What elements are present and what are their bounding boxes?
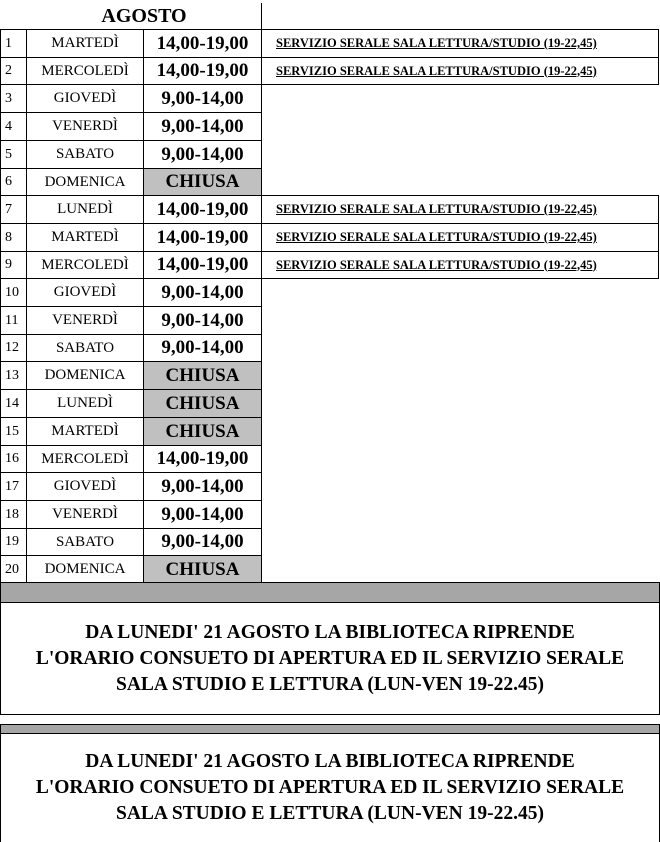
day-name: SABATO [26, 334, 144, 362]
evening-service-note: SERVIZIO SERALE SALA LETTURA/STUDIO (19-22,45) [262, 57, 659, 85]
day-name: LUNEDÌ [26, 389, 144, 418]
separator-bar [0, 724, 660, 734]
day-number: 7 [0, 195, 27, 224]
opening-hours: 9,00-14,00 [143, 112, 262, 141]
opening-hours: 9,00-14,00 [143, 334, 262, 362]
day-name: DOMENICA [26, 168, 144, 196]
opening-hours: 9,00-14,00 [143, 84, 262, 113]
opening-hours: 9,00-14,00 [143, 278, 262, 307]
evening-service-note: SERVIZIO SERALE SALA LETTURA/STUDIO (19-22,45) [262, 223, 659, 252]
opening-hours: 14,00-19,00 [143, 251, 262, 279]
day-name: GIOVEDÌ [26, 472, 144, 501]
day-number: 2 [0, 57, 27, 85]
day-number: 10 [0, 278, 27, 307]
day-number: 18 [0, 500, 27, 529]
notice-line: L'ORARIO CONSUETO DI APERTURA ED IL SERVIZIO SERALE [35, 777, 625, 798]
day-name: GIOVEDÌ [26, 84, 144, 113]
day-name: VENERDÌ [26, 306, 144, 335]
day-number: 16 [0, 445, 27, 473]
resumption-notice [0, 603, 660, 715]
opening-hours: 9,00-14,00 [143, 306, 262, 335]
day-number: 9 [0, 251, 27, 279]
evening-service-note: SERVIZIO SERALE SALA LETTURA/STUDIO (19-22,45) [262, 195, 659, 224]
resumption-notice [0, 734, 660, 842]
day-name: MERCOLEDÌ [26, 251, 144, 279]
day-number: 3 [0, 84, 27, 113]
day-name: VENERDÌ [26, 112, 144, 141]
evening-service-note: SERVIZIO SERALE SALA LETTURA/STUDIO (19-22,45) [262, 251, 659, 279]
day-name: LUNEDÌ [26, 195, 144, 224]
day-name: MARTEDÌ [26, 417, 144, 446]
day-number: 19 [0, 528, 27, 556]
day-name: MERCOLEDÌ [26, 57, 144, 85]
evening-service-note: SERVIZIO SERALE SALA LETTURA/STUDIO (19-22,45) [262, 29, 659, 58]
opening-hours: 14,00-19,00 [143, 29, 262, 58]
closed-label: CHIUSA [143, 389, 262, 418]
closed-label: CHIUSA [143, 555, 262, 584]
notice-line: DA LUNEDI' 21 AGOSTO LA BIBLIOTECA RIPRENDE [85, 621, 575, 643]
day-name: SABATO [26, 528, 144, 556]
header-divider [261, 3, 262, 29]
day-number: 15 [0, 417, 27, 446]
opening-hours: 14,00-19,00 [143, 223, 262, 252]
day-number: 20 [0, 555, 27, 584]
closed-label: CHIUSA [143, 168, 262, 196]
opening-hours: 9,00-14,00 [143, 500, 262, 529]
day-name: MARTEDÌ [26, 223, 144, 252]
closed-label: CHIUSA [143, 417, 262, 446]
notice-line: L'ORARIO CONSUETO DI APERTURA ED IL SERVIZIO SERALE [35, 647, 625, 669]
opening-hours: 14,00-19,00 [143, 445, 262, 473]
day-number: 4 [0, 112, 27, 141]
day-name: MARTEDÌ [26, 29, 144, 58]
day-name: SABATO [26, 140, 144, 169]
day-number: 12 [0, 334, 27, 362]
opening-hours: 9,00-14,00 [143, 472, 262, 501]
notice-line: SALA STUDIO E LETTURA (LUN-VEN 19-22.45) [116, 803, 544, 824]
day-number: 5 [0, 140, 27, 169]
day-name: MERCOLEDÌ [26, 445, 144, 473]
day-name: DOMENICA [26, 361, 144, 390]
opening-hours: 14,00-19,00 [143, 195, 262, 224]
opening-hours: 9,00-14,00 [143, 528, 262, 556]
separator-bar [0, 582, 660, 603]
day-name: VENERDÌ [26, 500, 144, 529]
closed-label: CHIUSA [143, 361, 262, 390]
opening-hours: 9,00-14,00 [143, 140, 262, 169]
day-number: 6 [0, 168, 27, 196]
day-number: 17 [0, 472, 27, 501]
day-name: GIOVEDÌ [26, 278, 144, 307]
day-number: 8 [0, 223, 27, 252]
day-number: 13 [0, 361, 27, 390]
day-number: 1 [0, 29, 27, 58]
notice-line: SALA STUDIO E LETTURA (LUN-VEN 19-22.45) [116, 673, 544, 695]
day-name: DOMENICA [26, 555, 144, 584]
day-number: 11 [0, 306, 27, 335]
day-number: 14 [0, 389, 27, 418]
month-title: AGOSTO [101, 4, 187, 27]
opening-hours: 14,00-19,00 [143, 57, 262, 85]
notice-line: DA LUNEDI' 21 AGOSTO LA BIBLIOTECA RIPRENDE [85, 751, 575, 772]
